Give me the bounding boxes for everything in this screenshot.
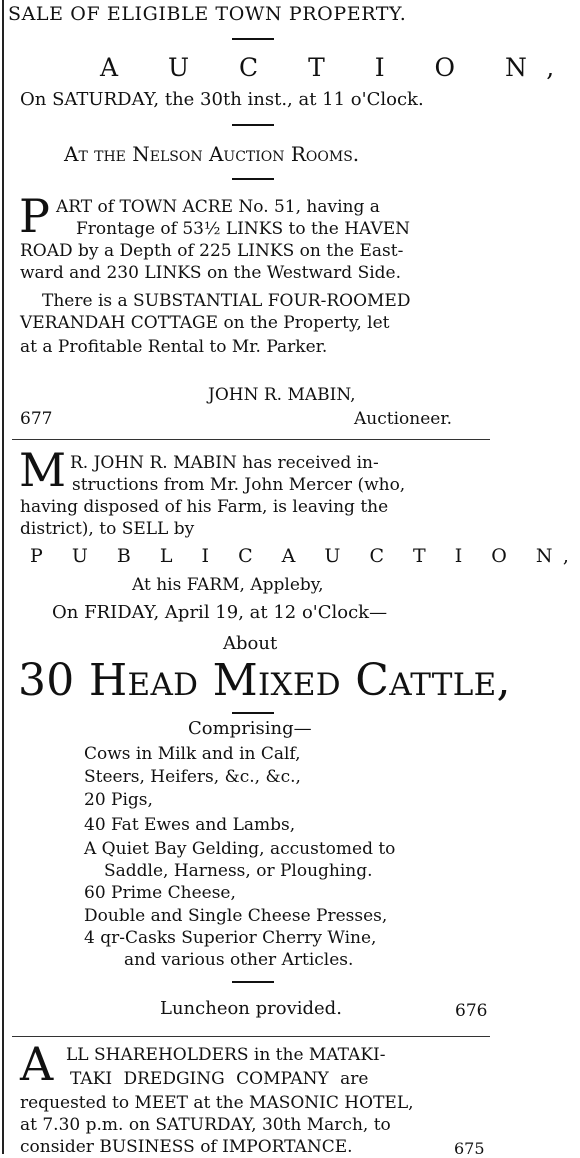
ad2-item-3: 20 Pigs, xyxy=(84,790,153,810)
ad3-line-5: consider BUSINESS of IMPORTANCE. xyxy=(20,1137,353,1157)
ad2-about: About xyxy=(223,633,278,654)
ad2-date-line: On FRIDAY, April 19, at 12 o'Clock— xyxy=(52,602,388,623)
ad1-date-line: On SATURDAY, the 30th inst., at 11 o'Clock. xyxy=(20,89,424,110)
ad2-item-4: 40 Fat Ewes and Lambs, xyxy=(84,815,296,835)
ad2-item-1: Cows in Milk and in Calf, xyxy=(84,744,301,764)
ad1-body-line-3: ROAD by a Depth of 225 LINKS on the East- xyxy=(20,241,404,261)
ad2-divider-2 xyxy=(232,981,274,983)
ad1-body-line-4: ward and 230 LINKS on the Westward Side. xyxy=(20,263,402,283)
ad2-intro-line-3: having disposed of his Farm, is leaving the xyxy=(20,497,389,517)
ad3-line-2: TAKI DREDGING COMPANY are xyxy=(70,1069,369,1089)
ad2-big-title xyxy=(18,655,511,706)
ad2-divider-1 xyxy=(232,712,274,714)
ad1-divider-1 xyxy=(232,38,274,40)
ad2-item-9: 4 qr-Casks Superior Cherry Wine, xyxy=(84,928,377,948)
ad2-farm-line: At his FARM, Appleby, xyxy=(132,575,324,595)
ad1-headline: SALE OF ELIGIBLE TOWN PROPERTY. xyxy=(8,3,407,25)
ad3-number: 675 xyxy=(454,1139,485,1158)
ad2-drop-cap: M xyxy=(19,443,67,497)
ad2-big-title-text: 30 Head Mixed Cattle, xyxy=(18,655,511,706)
ad1-auction-word: A U C T I O N, xyxy=(100,53,576,82)
ad2-item-6: Saddle, Harness, or Ploughing. xyxy=(104,861,373,881)
ad1-body-line-1: ART of TOWN ACRE No. 51, having a xyxy=(56,197,380,217)
ad1-divider-3 xyxy=(232,178,274,180)
ad1-number: 677 xyxy=(20,409,53,429)
ad2-comprising: Comprising— xyxy=(188,718,312,739)
ad2-intro-line-1: R. JOHN R. MABIN has received in- xyxy=(70,453,379,473)
ad2-public-auction: P U B L I C A U C T I O N, xyxy=(30,545,580,567)
ad1-signature-name: JOHN R. MABIN, xyxy=(208,385,356,405)
ad3-drop-cap: A xyxy=(20,1037,54,1091)
ad2-intro-line-4: district), to SELL by xyxy=(20,519,195,539)
ad3-line-4: at 7.30 p.m. on SATURDAY, 30th March, to xyxy=(20,1115,391,1135)
ad3-line-1: LL SHAREHOLDERS in the MATAKI- xyxy=(66,1045,386,1065)
ad2-item-7: 60 Prime Cheese, xyxy=(84,883,236,903)
ad1-divider-2 xyxy=(232,124,274,126)
ad1-cottage-line-1: There is a SUBSTANTIAL FOUR-ROOMED xyxy=(42,291,411,311)
ad-separator-1 xyxy=(12,439,490,440)
ad2-item-5: A Quiet Bay Gelding, accustomed to xyxy=(84,839,396,859)
ad2-item-8: Double and Single Cheese Presses, xyxy=(84,906,388,926)
ad1-drop-cap: P xyxy=(19,189,50,243)
column-border xyxy=(2,0,4,1154)
ad2-item-10: and various other Articles. xyxy=(124,950,354,970)
ad2-luncheon: Luncheon provided. xyxy=(160,998,342,1019)
ad1-signature-title: Auctioneer. xyxy=(354,409,452,429)
ad1-cottage-line-2: VERANDAH COTTAGE on the Property, let xyxy=(20,313,390,333)
ad2-number: 676 xyxy=(455,1001,488,1021)
ad-separator-2 xyxy=(12,1036,490,1037)
ad2-intro-line-2: structions from Mr. John Mercer (who, xyxy=(72,475,406,495)
ad3-line-3: requested to MEET at the MASONIC HOTEL, xyxy=(20,1093,414,1113)
ad1-cottage-line-3: at a Profitable Rental to Mr. Parker. xyxy=(20,337,328,357)
ad1-venue-line: At the Nelson Auction Rooms. xyxy=(64,142,360,166)
ad2-item-2: Steers, Heifers, &c., &c., xyxy=(84,767,301,787)
ad1-body-line-2: Frontage of 53½ LINKS to the HAVEN xyxy=(76,219,411,239)
